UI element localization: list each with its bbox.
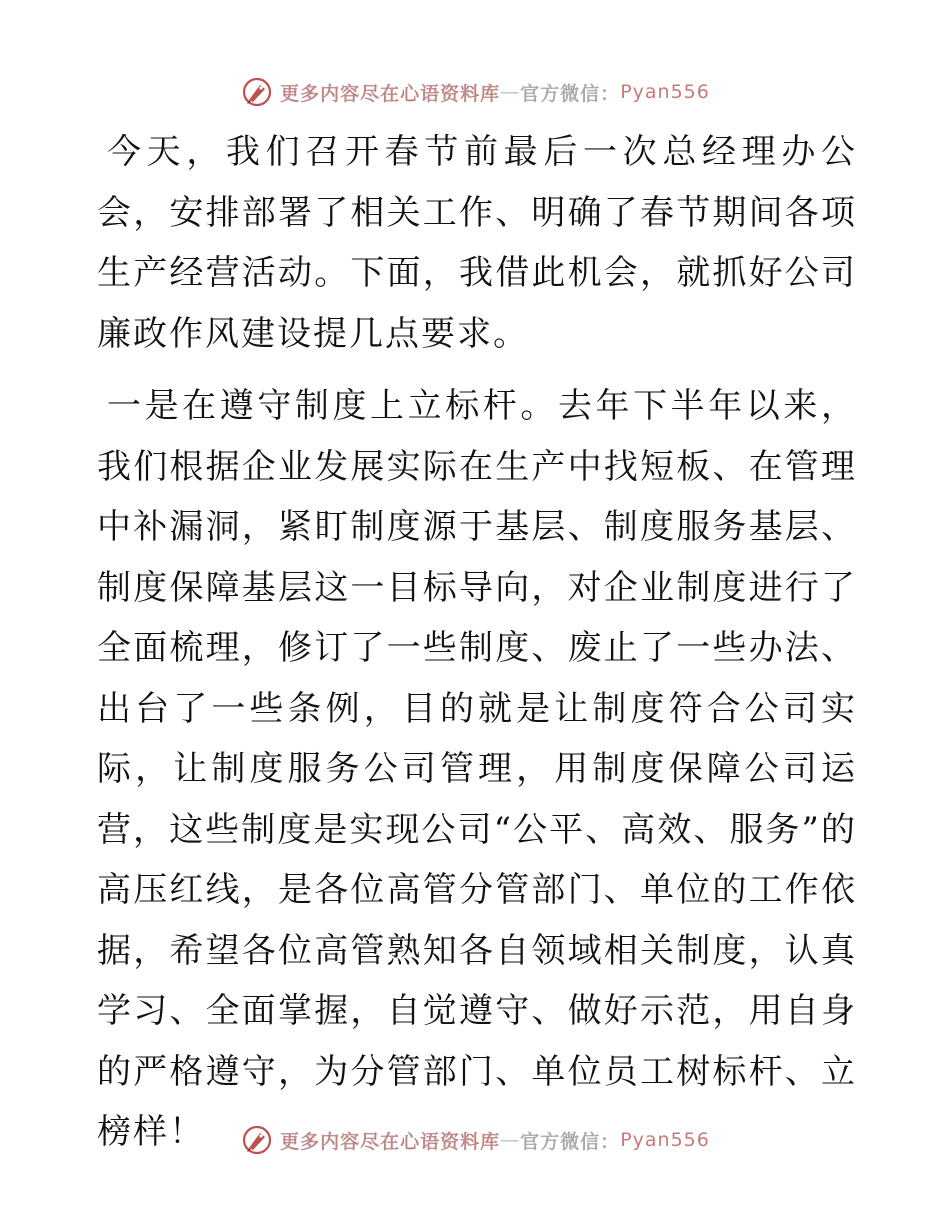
pen-nib-logo-icon xyxy=(240,75,274,109)
watermark-brand: 更多内容尽在心语资料库 xyxy=(280,82,501,105)
paragraph-point-one: 一是在遵守制度上立标杆。去年下半年以来，我们根据企业发展实际在生产中找短板、在管理中补漏洞，紧盯制度源于基层、制度服务基层、制度保障基层这一目标导向，对企业制度进行了全面梳理，修订了一些制度、废止了一些办法、出台了一些条例，目的就是让制度符合公司实际，让制度服务公司管理，用制度保障公司运营，这些制度是实现公司“公平、高效、服务”的高压红线，是各位高管分管部门、单位的工作依据，希望各位高管熟知各自领域相关制度，认真学习、全面掌握，自觉遵守、做好示范，用自身的严格遵守，为分管部门、单位员工树标杆、立榜样！ xyxy=(97,386,857,1152)
header-watermark xyxy=(0,72,950,112)
pen-nib-logo-icon xyxy=(240,1123,274,1157)
watermark-dash: — xyxy=(500,1129,521,1151)
watermark-label: 官方微信： xyxy=(520,82,621,105)
watermark-dash: — xyxy=(500,81,521,103)
paragraph-intro: 今天，我们召开春节前最后一次总经理办公会，安排部署了相关工作、明确了春节期间各项生产经营活动。下面，我借此机会，就抓好公司廉政作风建设提几点要求。 xyxy=(97,132,857,354)
watermark-label: 官方微信： xyxy=(520,1130,621,1153)
watermark-wechat-id: Pyan556 xyxy=(620,1129,710,1151)
watermark-brand: 更多内容尽在心语资料库 xyxy=(280,1130,501,1153)
document-body xyxy=(97,122,857,1163)
watermark-wechat-id: Pyan556 xyxy=(620,81,710,103)
footer-watermark xyxy=(0,1120,950,1160)
